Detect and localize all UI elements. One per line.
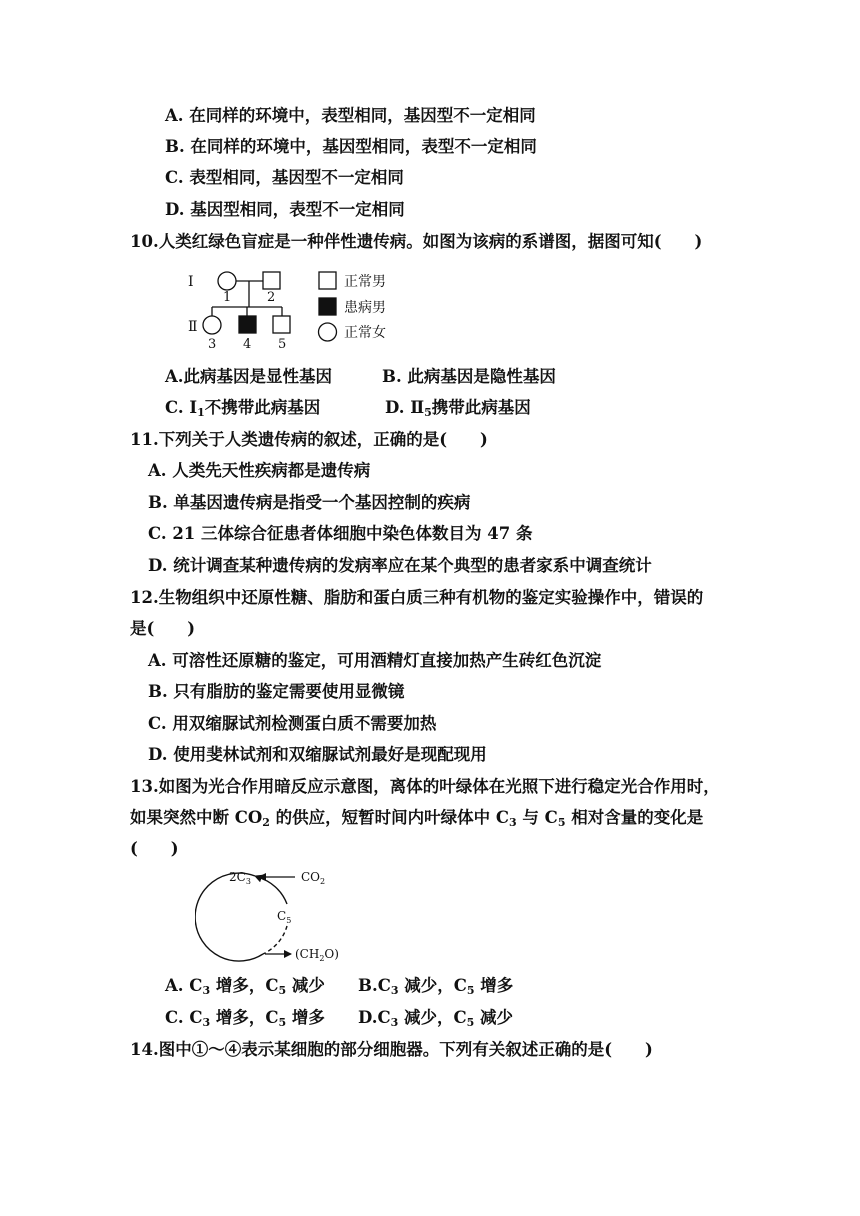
legend-affected-male-symbol [319, 298, 336, 315]
q11-option-b: B. 单基因遗传病是指受一个基因控制的疾病 [148, 493, 471, 512]
q13-option-b: $B.C_3$ 减少，$C_5$ 增多 [358, 976, 514, 997]
q10-stem: 10.人类红绿色盲症是一种伴性遗传病。如图为该病的系谱图，据图可知( ) [130, 232, 703, 251]
generation-1-label: Ⅰ [188, 274, 194, 290]
q12-option-b: B. 只有脂肪的鉴定需要使用显微镜 [148, 682, 405, 701]
q10-option-b: B. 此病基因是隐性基因 [382, 367, 556, 386]
legend-affected-male-label: 患病男 [344, 300, 386, 316]
cycle-right-arc [257, 877, 287, 904]
calvin-cycle-diagram [195, 864, 355, 968]
legend-normal-male-symbol [319, 272, 336, 289]
q14-stem: 14.图中①～④表示某细胞的部分细胞器。下列有关叙述正确的是( ) [130, 1040, 653, 1059]
q10-option-d: D. $Ⅱ_5$携带此病基因 [385, 398, 531, 419]
q10-option-a: A.此病基因是显性基因 [165, 367, 333, 386]
individual-II3-female [203, 316, 221, 334]
individual-number-2: 2 [267, 290, 276, 305]
cycle-dashed-arc [263, 926, 287, 954]
cycle-solid-arc [195, 873, 263, 961]
legend-normal-female-symbol [319, 323, 337, 341]
q11-stem: 11.下列关于人类遗传病的叙述，正确的是( ) [130, 430, 488, 449]
individual-I1-female [218, 272, 236, 290]
label-ch2o: $(CH_2O)$ [295, 947, 339, 963]
legend-normal-female-label: 正常女 [344, 325, 386, 341]
q9-option-c: C. 表型相同，基因型不一定相同 [165, 168, 404, 187]
q12-stem-line1: 12.生物组织中还原性糖、脂肪和蛋白质三种有机物的鉴定实验操作中，错误的 [130, 588, 704, 607]
individual-number-4: 4 [243, 337, 252, 352]
q12-option-d: D. 使用斐林试剂和双缩脲试剂最好是现配现用 [148, 745, 487, 764]
q13-stem-line2: 如果突然中断 $CO_2$ 的供应，短暂时间内叶绿体中 $C_3$ 与 $C_5$ 相对含量的变化是 [130, 808, 704, 829]
q10-option-c: C. $Ⅰ_1$不携带此病基因 [165, 398, 321, 419]
pedigree-chart [180, 264, 410, 356]
q12-stem-line2: 是( ) [130, 619, 196, 638]
individual-II5-male [273, 316, 290, 333]
q9-option-a: A. 在同样的环境中，表型相同，基因型不一定相同 [165, 106, 536, 125]
label-2c3: $2C_3$ [229, 870, 251, 886]
label-c5: $C_5$ [277, 909, 292, 925]
legend-normal-male-label: 正常男 [344, 274, 386, 290]
q13-option-a: A. $C_3$ 增多，$C_5$ 减少 [165, 976, 325, 997]
q11-option-a: A. 人类先天性疾病都是遗传病 [148, 461, 371, 480]
q13-stem-line1: 13.如图为光合作用暗反应示意图，离体的叶绿体在光照下进行稳定光合作用时， [130, 777, 720, 796]
q13-option-d: $D.C_3$ 减少，$C_5$ 减少 [358, 1008, 514, 1029]
individual-II4-affected-male [239, 316, 256, 333]
label-co2: $CO_2$ [301, 870, 326, 886]
q11-option-d: D. 统计调查某种遗传病的发病率应在某个典型的患者家系中调查统计 [148, 556, 652, 575]
q11-option-c: C. 21 三体综合征患者体细胞中染色体数目为 47 条 [148, 524, 533, 543]
q12-option-c: C. 用双缩脲试剂检测蛋白质不需要加热 [148, 714, 437, 733]
q9-option-b: B. 在同样的环境中，基因型相同，表型不一定相同 [165, 137, 537, 156]
individual-number-1: 1 [223, 290, 232, 305]
q13-option-c: C. $C_3$ 增多，$C_5$ 增多 [165, 1008, 325, 1029]
individual-number-5: 5 [278, 337, 287, 352]
q12-option-a: A. 可溶性还原糖的鉴定，可用酒精灯直接加热产生砖红色沉淀 [148, 651, 602, 670]
individual-number-3: 3 [208, 337, 217, 352]
generation-2-label: Ⅱ [188, 319, 198, 335]
q13-stem-line3: ( ) [130, 839, 179, 858]
q9-option-d: D. 基因型相同，表型不一定相同 [165, 200, 405, 219]
individual-I2-male [263, 272, 280, 289]
